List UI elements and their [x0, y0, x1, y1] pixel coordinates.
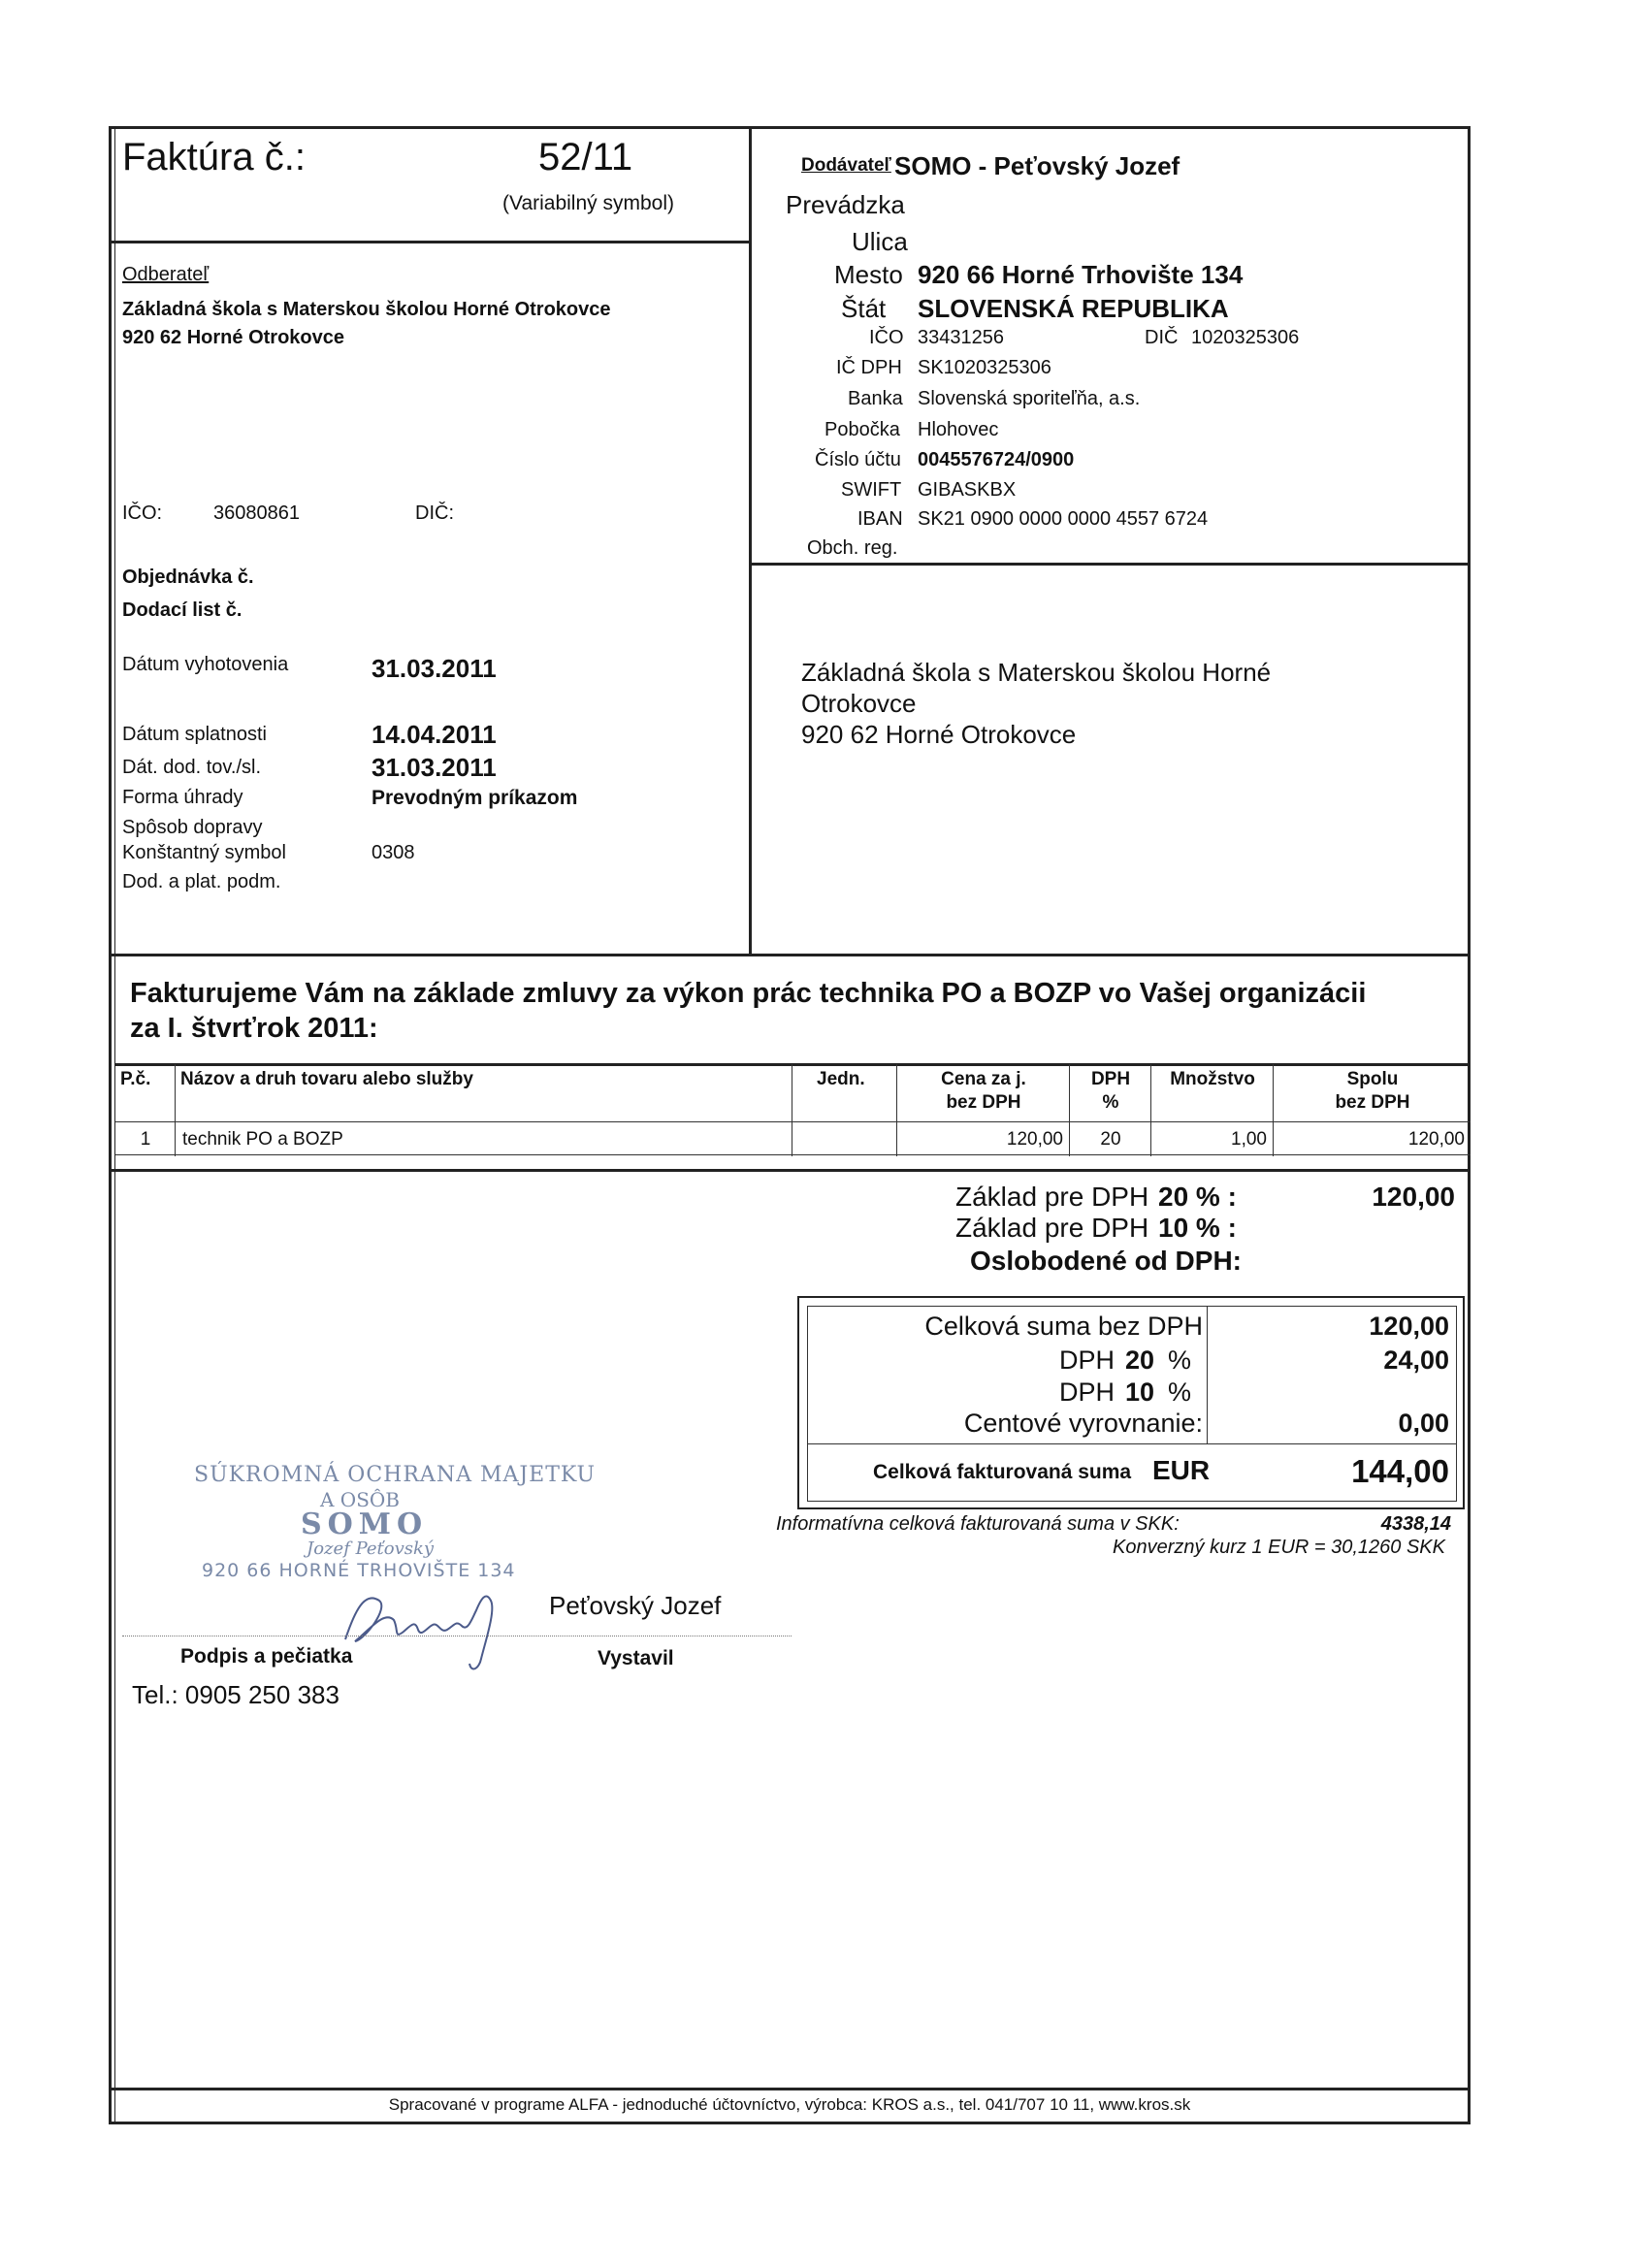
totals-col-sep	[1207, 1306, 1208, 1443]
rounding-value: 0,00	[1398, 1409, 1449, 1438]
exempt-label: Oslobodené od DPH:	[970, 1246, 1242, 1276]
supplier-icdph: SK1020325306	[918, 357, 1051, 378]
col-sep-3	[896, 1064, 897, 1156]
supplier-ico: 33431256	[918, 327, 1004, 348]
col-sep-4	[1069, 1064, 1070, 1156]
supplier-state: SLOVENSKÁ REPUBLIKA	[918, 294, 1229, 323]
supplier-city: 920 66 Horné Trhovište 134	[918, 260, 1244, 289]
row-qty: 1,00	[1231, 1129, 1267, 1150]
issue-date-label: Dátum vyhotovenia	[122, 654, 289, 675]
supplier-dic: 1020325306	[1191, 327, 1300, 348]
supplier-divider	[749, 563, 1471, 566]
bank-label: Banka	[848, 388, 903, 409]
footer-top-line	[109, 2088, 1471, 2090]
header-vat-1: DPH	[1090, 1069, 1131, 1089]
customer-name: Základná škola s Materskou školou Horné Otrokovce	[122, 299, 611, 320]
header-price-2: bez DPH	[946, 1092, 1021, 1113]
terms-label: Dod. a plat. podm.	[122, 871, 281, 892]
row-vat: 20	[1100, 1129, 1121, 1150]
due-date: 14.04.2011	[372, 720, 497, 749]
header-bottom-divider	[109, 954, 1471, 956]
customer-dic-label: DIČ:	[415, 502, 454, 524]
net-value: 120,00	[1369, 1312, 1449, 1341]
supplier-name: SOMO - Peťovský Jozef	[894, 151, 1180, 180]
sign-label: Podpis a pečiatka	[180, 1645, 353, 1668]
invoice-title-label: Faktúra č.:	[122, 136, 306, 178]
totals-sep	[807, 1443, 1457, 1444]
phone: Tel.: 0905 250 383	[132, 1680, 340, 1709]
base10-label: Základ pre DPH	[955, 1213, 1149, 1243]
base20-rate: 20 % :	[1158, 1182, 1237, 1212]
base10-rate: 10 % :	[1158, 1213, 1237, 1243]
stamp-line2: A OSÔB	[320, 1488, 400, 1511]
supplier-bank: Slovenská sporiteľňa, a.s.	[918, 388, 1141, 409]
grand-value: 144,00	[1351, 1453, 1449, 1489]
header-unit: Jedn.	[817, 1069, 865, 1089]
header-qty: Množstvo	[1170, 1069, 1255, 1089]
premises-label: Prevádzka	[786, 190, 905, 219]
delivery-address-line3: 920 62 Horné Otrokovce	[801, 720, 1077, 749]
invoice-number: 52/11	[538, 136, 633, 178]
customer-ico-label: IČO:	[122, 502, 163, 524]
transport-label: Spôsob dopravy	[122, 817, 263, 838]
col-sep-6	[1273, 1064, 1274, 1156]
variable-symbol-note: (Variabilný symbol)	[502, 192, 674, 214]
vat20-label: DPH	[1059, 1345, 1116, 1375]
stamp-line3: SOMO	[301, 1507, 429, 1541]
supplier-dic-label: DIČ	[1145, 327, 1179, 348]
stamp-line1: SÚKROMNÁ OCHRANA MAJETKU	[194, 1463, 597, 1487]
payment-method: Prevodným príkazom	[372, 787, 578, 809]
header-price-1: Cena za j.	[941, 1069, 1026, 1089]
vat10-label: DPH	[1059, 1377, 1116, 1407]
delivery-note-label: Dodací list č.	[122, 599, 242, 621]
vat20-pct: %	[1168, 1345, 1192, 1375]
customer-ico: 36080861	[213, 502, 300, 524]
due-date-label: Dátum splatnosti	[122, 724, 267, 745]
issued-by-label: Vystavil	[598, 1647, 674, 1669]
rounding-label: Centové vyrovnanie:	[963, 1409, 1203, 1438]
skk-value: 4338,14	[1380, 1513, 1451, 1535]
payment-method-label: Forma úhrady	[122, 787, 243, 808]
street-label: Ulica	[852, 227, 908, 256]
supplier-branch: Hlohovec	[918, 419, 999, 440]
register-label: Obch. reg.	[807, 537, 898, 559]
row-price: 120,00	[1006, 1129, 1063, 1150]
issue-date: 31.03.2011	[372, 654, 497, 683]
left-double-line	[114, 126, 115, 2124]
account-label: Číslo účtu	[815, 449, 901, 470]
supplier-icdph-label: IČ DPH	[836, 357, 902, 378]
base20-value: 120,00	[1372, 1182, 1455, 1212]
iban-label: IBAN	[857, 508, 903, 530]
stamp-line4: Jozef Peťovský	[307, 1539, 435, 1559]
row-total: 120,00	[1407, 1129, 1465, 1150]
vat20-rate: 20	[1125, 1345, 1155, 1375]
supplier-iban: SK21 0900 0000 0000 4557 6724	[918, 508, 1209, 530]
stamp-line5: 920 66 HORNÉ TRHOVIŠTE 134	[202, 1560, 516, 1581]
header-divider	[749, 126, 752, 956]
supplier-ico-label: IČO	[869, 327, 904, 348]
header-no: P.č.	[120, 1069, 151, 1089]
vat20-value: 24,00	[1383, 1345, 1449, 1375]
skk-note: Informatívna celková fakturovaná suma v SKK:	[776, 1513, 1180, 1535]
col-sep-5	[1150, 1064, 1151, 1156]
supplier-swift: GIBASKBX	[918, 479, 1017, 501]
delivery-address-line1: Základná škola s Materskou školou Horné	[801, 658, 1272, 687]
row-no: 1	[140, 1129, 151, 1150]
invoice-title-divider	[109, 241, 751, 243]
const-symbol-label: Konštantný symbol	[122, 842, 286, 863]
signer-name: Peťovský Jozef	[549, 1591, 722, 1620]
customer-address: 920 62 Horné Otrokovce	[122, 327, 344, 348]
customer-heading: Odberateľ	[122, 264, 210, 285]
header-name: Názov a druh tovaru alebo služby	[180, 1069, 473, 1089]
header-vat-2: %	[1102, 1092, 1119, 1113]
footer-text: Spracované v programe ALFA - jednoduché účtovníctvo, výrobca: KROS a.s., tel. 041/707 10 11, www.kros.sk	[388, 2095, 1191, 2114]
table-bottom-line	[109, 1169, 1471, 1172]
vat10-pct: %	[1168, 1377, 1192, 1407]
col-sep-1	[175, 1064, 176, 1156]
intro-line2: za I. štvrťrok 2011:	[130, 1013, 378, 1044]
invoice-frame	[109, 126, 1471, 2124]
city-label: Mesto	[834, 260, 903, 289]
header-total-2: bez DPH	[1335, 1092, 1410, 1113]
net-label: Celková suma bez DPH	[924, 1312, 1203, 1341]
handwritten-signature	[326, 1571, 530, 1678]
delivery-date: 31.03.2011	[372, 753, 497, 782]
branch-label: Pobočka	[824, 419, 900, 440]
state-label: Štát	[841, 294, 887, 323]
vat10-rate: 10	[1125, 1377, 1155, 1407]
table-top-line	[114, 1063, 1471, 1066]
swift-label: SWIFT	[841, 479, 902, 501]
rate-note: Konverzný kurz 1 EUR = 30,1260 SKK	[1113, 1537, 1445, 1558]
base20-label: Základ pre DPH	[955, 1182, 1149, 1212]
table-row-bottom-line	[114, 1154, 1471, 1155]
delivery-address-line2: Otrokovce	[801, 689, 917, 718]
header-total-1: Spolu	[1346, 1069, 1399, 1089]
grand-label: Celková fakturovaná suma	[873, 1461, 1132, 1483]
delivery-date-label: Dát. dod. tov./sl.	[122, 757, 262, 778]
table-header-bottom-line	[114, 1121, 1471, 1122]
supplier-account: 0045576724/0900	[918, 449, 1075, 470]
order-label: Objednávka č.	[122, 567, 254, 588]
supplier-heading: Dodávateľ	[801, 155, 891, 176]
intro-line1: Fakturujeme Vám na základe zmluvy za výkon prác technika PO a BOZP vo Vašej organizácii	[130, 978, 1367, 1009]
grand-currency: EUR	[1152, 1455, 1211, 1485]
row-name: technik PO a BOZP	[182, 1129, 343, 1150]
const-symbol: 0308	[372, 842, 415, 863]
